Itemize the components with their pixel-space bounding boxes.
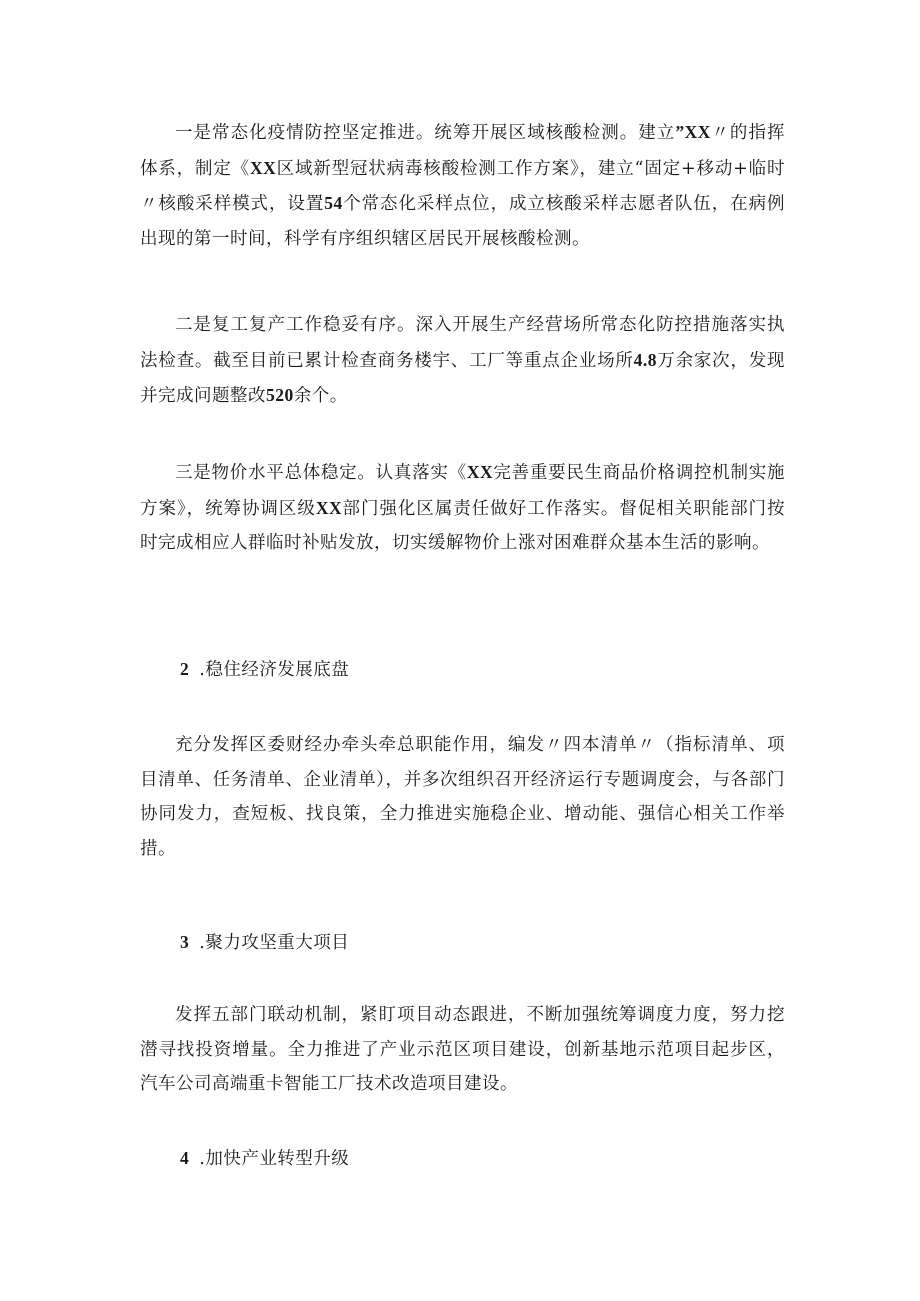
bold-text: ”XX [675,122,711,142]
section-title: .加快产业转型升级 [199,1149,350,1169]
section-title: .聚力攻坚重大项目 [199,933,350,953]
text-segment: 完善重要民生商品价格调控机制实施方案》，统筹协调区级 [140,463,785,519]
bold-text: XX [315,497,343,518]
paragraph-price-stability [140,455,785,561]
section-number: 4 [180,1148,190,1168]
bold-text: XX [466,462,494,482]
bold-text: 54 [324,193,343,213]
text-segment: 区域新型冠状病毒核酸检测工作方案》，建立“固定+移动+临时〃核酸采样模式，设置 [140,158,786,214]
section-heading-3 [180,930,349,955]
paragraph-epidemic-control [140,115,785,256]
paragraph-work-resumption [140,308,785,414]
text-segment: 部门强化区属责任做好工作落实。督促相关职能部门按时完成相应人群临时补贴发放，切实缓解物价上涨对困难群众基本生活的影响。 [140,498,786,553]
text-segment: 二是复工复产工作稳妥有序。深入开展生产经营场所常态化防控措施落实执法检查。截至目前已累计检查商务楼宇、工厂等重点企业场所 [140,315,785,371]
text-segment: 万余家次，发现并完成问题整改 [140,350,786,406]
section-heading-2 [180,657,349,682]
bold-text: XX [250,157,277,178]
section-heading-4 [180,1146,349,1171]
bold-text: 4.8 [633,349,658,370]
text-segment: 一是常态化疫情防控坚定推进。统筹开展区域核酸检测。建立 [175,123,676,143]
text-segment: 个常态化采样点位，成立核酸采样志愿者队伍，在病例出现的第一时间，科学有序组织辖区居民开展核酸检测。 [140,194,785,249]
section-number: 3 [180,932,190,952]
section-title: .稳住经济发展底盘 [199,660,350,680]
bold-text: 520 [266,385,294,405]
paragraph-major-projects: 发挥五部门联动机制，紧盯项目动态跟进，不断加强统筹调度力度，努力挖潜寻找投资增量。全力推进了产业示范区项目建设，创新基地示范项目起步区，汽车公司高端重卡智能工厂技术改造项目建设。 [140,1005,785,1094]
text-segment: 三是物价水平总体稳定。认真落实《 [175,463,467,483]
text-segment: 〃的指挥体系，制定《 [140,123,785,179]
text-segment: 余个。 [293,386,348,406]
paragraph-economy: 充分发挥区委财经办牵头牵总职能作用，编发〃四本清单〃（指标清单、项目清单、任务清单、企业清单），并多次组织召开经济运行专题调度会，与各部门协同发力，查短板、找良策，全力推进实施稳企业、增动能、强信心相关工作举措。 [140,735,785,859]
section-number: 2 [180,659,190,679]
